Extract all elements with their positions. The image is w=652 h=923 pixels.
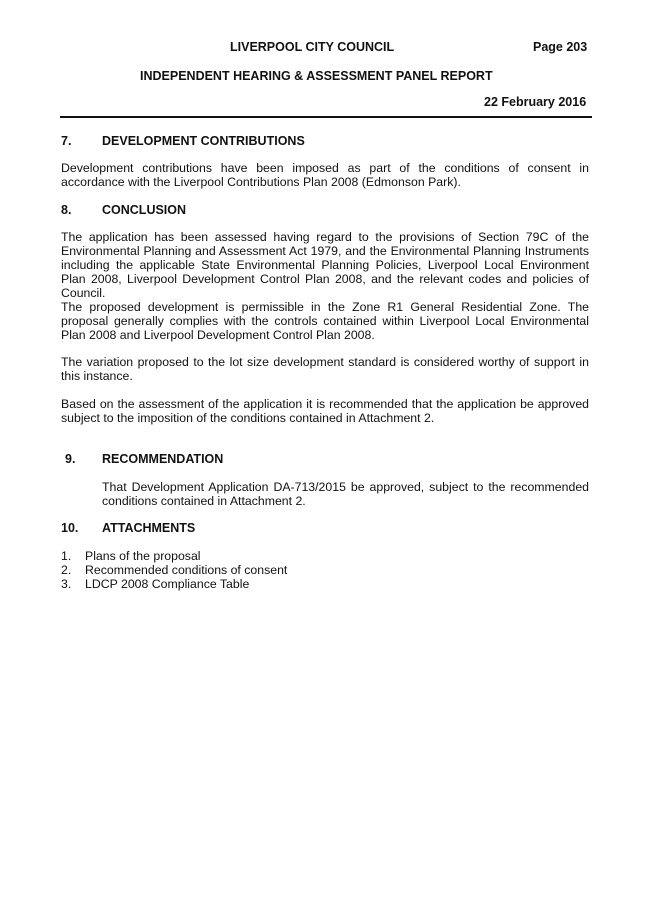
list-item-number: 2. — [61, 563, 72, 577]
report-date: 22 February 2016 — [484, 95, 587, 109]
section-8-paragraph-3: The variation proposed to the lot size development standard is considered worthy of support in this instance. — [61, 355, 589, 383]
section-7-title: DEVELOPMENT CONTRIBUTIONS — [102, 134, 305, 148]
list-item-number: 1. — [61, 549, 72, 563]
list-item — [61, 549, 201, 563]
list-item-text: LDCP 2008 Compliance Table — [85, 577, 250, 591]
section-8-number: 8. — [61, 203, 72, 217]
header-divider — [60, 116, 592, 118]
list-item-number: 3. — [61, 577, 72, 591]
section-8-paragraph-2: The proposed development is permissible in the Zone R1 General Residential Zone. The proposal generally complies with the controls contained within Liverpool Local Environmental Plan 2008 and Liverpool Development Control Plan 2008. — [61, 300, 589, 342]
council-name: LIVERPOOL CITY COUNCIL — [230, 40, 395, 54]
report-title: INDEPENDENT HEARING & ASSESSMENT PANEL REPORT — [140, 69, 493, 83]
list-item — [61, 563, 287, 577]
section-10-title: ATTACHMENTS — [102, 521, 196, 535]
section-10-number: 10. — [61, 521, 79, 535]
section-7-number: 7. — [61, 134, 72, 148]
list-item-text: Plans of the proposal — [85, 549, 201, 563]
page-number: Page 203 — [533, 40, 588, 54]
section-8-paragraph-4: Based on the assessment of the application it is recommended that the application be approved subject to the imposition of the conditions contained in Attachment 2. — [61, 397, 589, 425]
section-9-title: RECOMMENDATION — [102, 452, 224, 466]
section-7-paragraph: Development contributions have been imposed as part of the conditions of consent in accordance with the Liverpool Contributions Plan 2008 (Edmonson Park). — [61, 161, 589, 189]
section-8-title: CONCLUSION — [102, 203, 187, 217]
section-8-paragraph-1: The application has been assessed having regard to the provisions of Section 79C of the Environmental Planning and Assessment Act 1979, and the Environmental Planning Instruments including the applicable State Environmental Planning Policies, Liverpool Local Environment Plan 2008, Liverpool Development Control Plan 2008, and the relevant codes and policies of Council. — [61, 230, 589, 300]
list-item — [61, 577, 249, 591]
section-9-number: 9. — [65, 452, 76, 466]
list-item-text: Recommended conditions of consent — [85, 563, 288, 577]
section-9-paragraph: That Development Application DA-713/2015 be approved, subject to the recommended conditions contained in Attachment 2. — [102, 480, 589, 508]
